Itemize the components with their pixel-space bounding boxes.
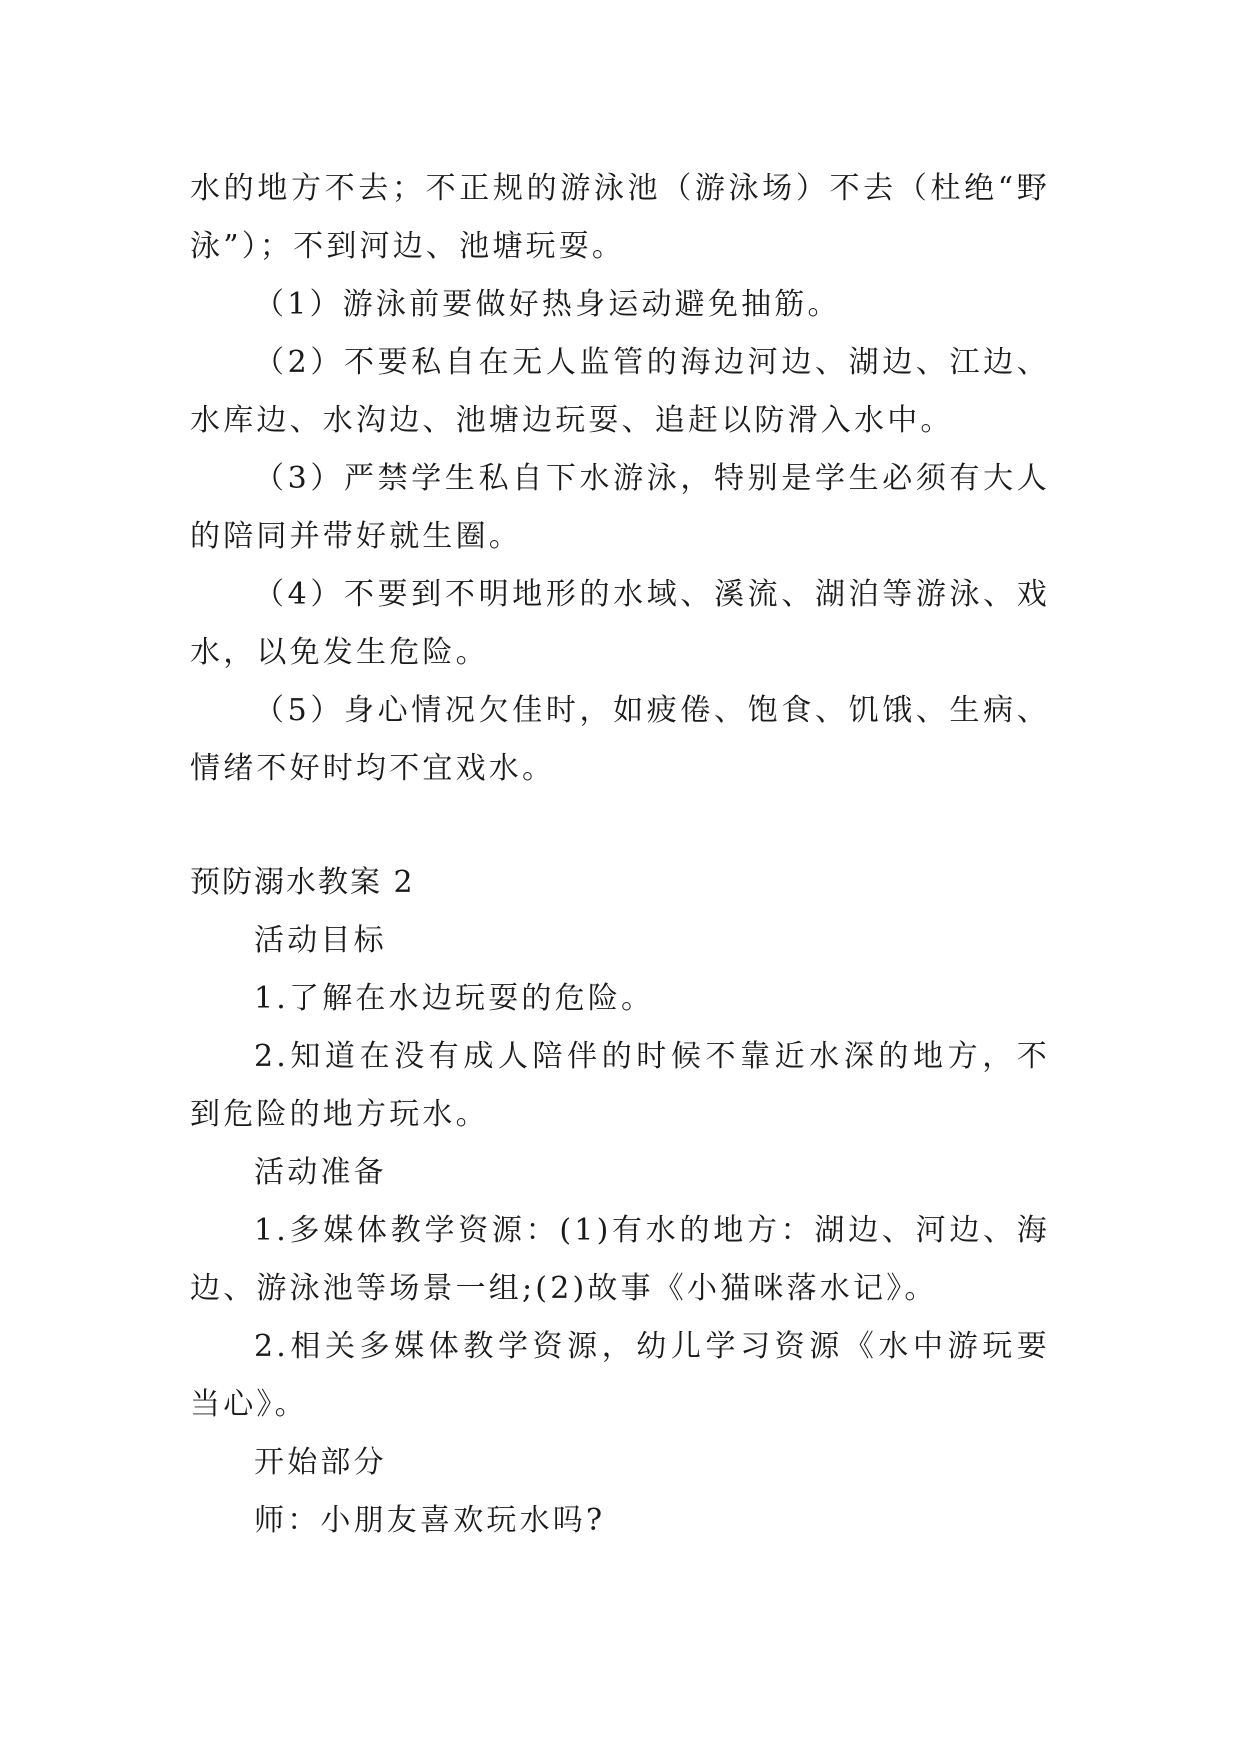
goal-heading: 活动目标 [254, 923, 387, 958]
safety-item-1: （1）游泳前要做好热身运动避免抽筋。 [254, 287, 841, 322]
section-title: 预防溺水教案 2 [190, 865, 415, 900]
safety-item-3: （3）严禁学生私自下水游泳，特别是学生必须有大人的陪同并带好就生圈。 [190, 461, 1050, 554]
intro-paragraph: 水的地方不去；不正规的游泳池（游泳场）不去（杜绝“野泳”）；不到河边、池塘玩耍。 [190, 171, 1050, 264]
goal-item-2: 2.知道在没有成人陪伴的时候不靠近水深的地方，不到危险的地方玩水。 [190, 1039, 1050, 1132]
document-page [190, 160, 1050, 1550]
prep-heading: 活动准备 [254, 1155, 387, 1190]
start-heading: 开始部分 [254, 1445, 387, 1480]
safety-item-5: （5）身心情况欠佳时，如疲倦、饱食、饥饿、生病、情绪不好时均不宜戏水。 [190, 693, 1050, 786]
safety-item-2: （2）不要私自在无人监管的海边河边、湖边、江边、水库边、水沟边、池塘边玩耍、追赶以防滑入水中。 [190, 345, 1050, 438]
prep-item-1: 1.多媒体教学资源：(1)有水的地方：湖边、河边、海边、游泳池等场景一组;(2)故事《小猫咪落水记》。 [190, 1213, 1050, 1306]
prep-item-2: 2.相关多媒体教学资源，幼儿学习资源《水中游玩要当心》。 [190, 1329, 1050, 1422]
start-line-1: 师：小朋友喜欢玩水吗? [254, 1503, 606, 1538]
section-gap [190, 798, 1050, 854]
safety-item-4: （4）不要到不明地形的水域、溪流、湖泊等游泳、戏水，以免发生危险。 [190, 577, 1050, 670]
goal-item-1: 1.了解在水边玩耍的危险。 [254, 981, 655, 1016]
